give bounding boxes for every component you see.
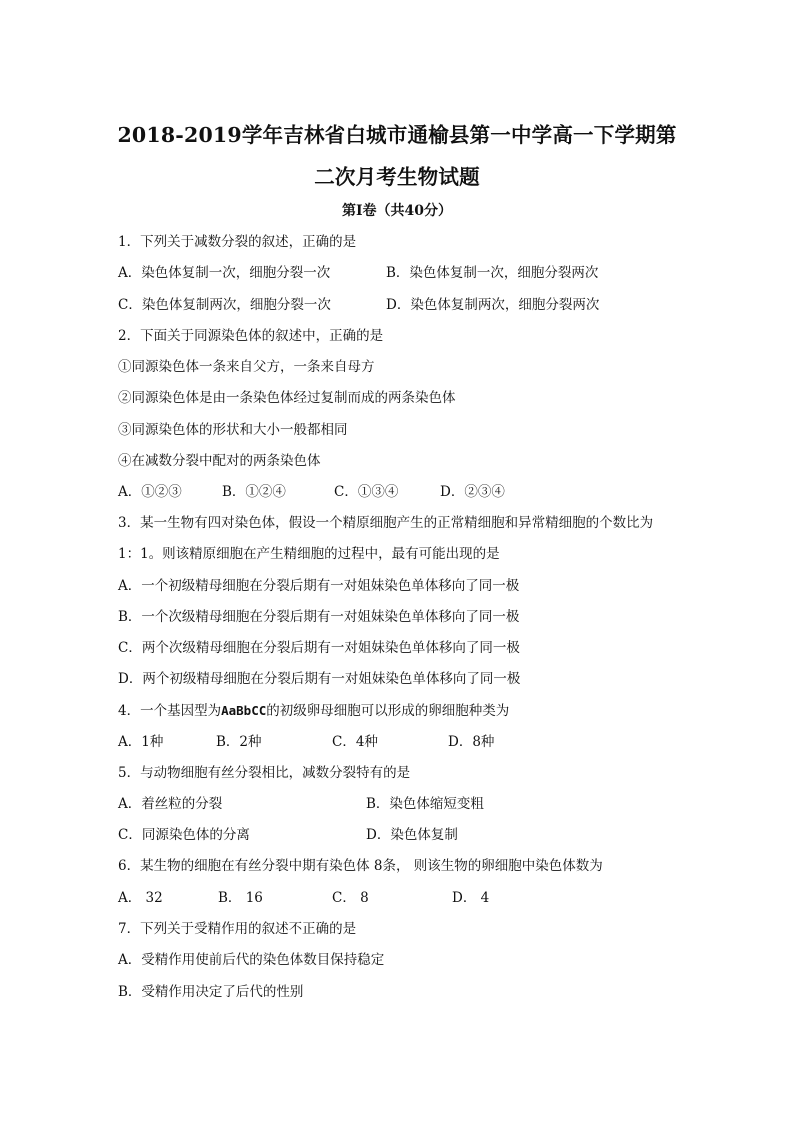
question-4-stem bbox=[118, 702, 509, 720]
question-2-option-b: B．①②④ bbox=[222, 484, 286, 500]
question-5-option-a: A．着丝粒的分裂 bbox=[118, 796, 223, 812]
question-7-option-b: B．受精作用决定了后代的性别 bbox=[118, 984, 304, 1000]
question-6-option-c: C． 8 bbox=[332, 890, 369, 906]
question-2-statement-2: ②同源染色体是由一条染色体经过复制而成的两条染色体 bbox=[118, 390, 456, 406]
question-6-stem: 6．某生物的细胞在有丝分裂中期有染色体 8条， 则该生物的卵细胞中染色体数为 bbox=[118, 858, 603, 874]
question-2-option-c: C．①③④ bbox=[334, 484, 399, 500]
question-1-option-c: C．染色体复制两次，细胞分裂一次 bbox=[118, 297, 331, 313]
question-5-stem: 5．与动物细胞有丝分裂相比，减数分裂特有的是 bbox=[118, 765, 411, 781]
question-1-stem: 1．下列关于减数分裂的叙述，正确的是 bbox=[118, 234, 357, 250]
question-4-option-c: C．4种 bbox=[332, 734, 378, 750]
question-7-stem: 7．下列关于受精作用的叙述不正确的是 bbox=[118, 921, 357, 937]
document-title-line-1: 2018-2019学年吉林省白城市通榆县第一中学高一下学期第 bbox=[117, 123, 677, 147]
question-5-option-d: D．染色体复制 bbox=[366, 827, 458, 843]
question-3-option-b: B．一个次级精母细胞在分裂后期有一对姐妹染色单体移向了同一极 bbox=[118, 609, 520, 625]
question-1-option-d: D．染色体复制两次，细胞分裂两次 bbox=[386, 297, 600, 313]
question-3-option-c: C．两个次级精母细胞在分裂后期有一对姐妹染色单体移向了同一极 bbox=[118, 640, 520, 656]
question-4-option-d: D．8种 bbox=[448, 734, 495, 750]
question-2-option-d: D．②③④ bbox=[440, 484, 505, 500]
question-4-stem-suffix: 的初级卵母细胞可以形成的卵细胞种类为 bbox=[266, 703, 510, 719]
section-heading: 第Ⅰ卷（共40分） bbox=[341, 203, 453, 219]
question-6-option-d: D． 4 bbox=[452, 890, 490, 906]
question-3-stem-line-2: 1：1。则该精原细胞在产生精细胞的过程中，最有可能出现的是 bbox=[118, 546, 500, 562]
question-4-genotype: AaBbCC bbox=[221, 703, 267, 718]
question-2-stem: 2．下面关于同源染色体的叙述中，正确的是 bbox=[118, 328, 384, 344]
question-4-option-a: A．1种 bbox=[118, 734, 164, 750]
question-2-statement-1: ①同源染色体一条来自父方，一条来自母方 bbox=[118, 359, 375, 375]
question-1-option-a: A．染色体复制一次，细胞分裂一次 bbox=[118, 265, 331, 281]
question-5-option-c: C．同源染色体的分离 bbox=[118, 827, 250, 843]
question-1-option-b: B．染色体复制一次，细胞分裂两次 bbox=[386, 265, 599, 281]
question-6-option-b: B． 16 bbox=[218, 890, 263, 906]
question-3-stem-line-1: 3．某一生物有四对染色体，假设一个精原细胞产生的正常精细胞和异常精细胞的个数比为 bbox=[118, 515, 654, 531]
question-2-option-a: A．①②③ bbox=[118, 484, 182, 500]
question-3-option-a: A．一个初级精母细胞在分裂后期有一对姐妹染色单体移向了同一极 bbox=[118, 578, 520, 594]
question-6-option-a: A． 32 bbox=[118, 890, 163, 906]
question-4-stem-prefix: 4．一个基因型为 bbox=[118, 703, 222, 719]
document-title-line-2: 二次月考生物试题 bbox=[314, 165, 480, 189]
question-2-statement-3: ③同源染色体的形状和大小一般都相同 bbox=[118, 422, 348, 438]
question-5-option-b: B．染色体缩短变粗 bbox=[366, 796, 484, 812]
question-7-option-a: A．受精作用使前后代的染色体数目保持稳定 bbox=[118, 952, 385, 968]
question-3-option-d: D．两个初级精母细胞在分裂后期有一对姐妹染色单体移向了同一极 bbox=[118, 671, 521, 687]
question-2-statement-4: ④在减数分裂中配对的两条染色体 bbox=[118, 453, 321, 469]
question-4-option-b: B．2种 bbox=[216, 734, 262, 750]
